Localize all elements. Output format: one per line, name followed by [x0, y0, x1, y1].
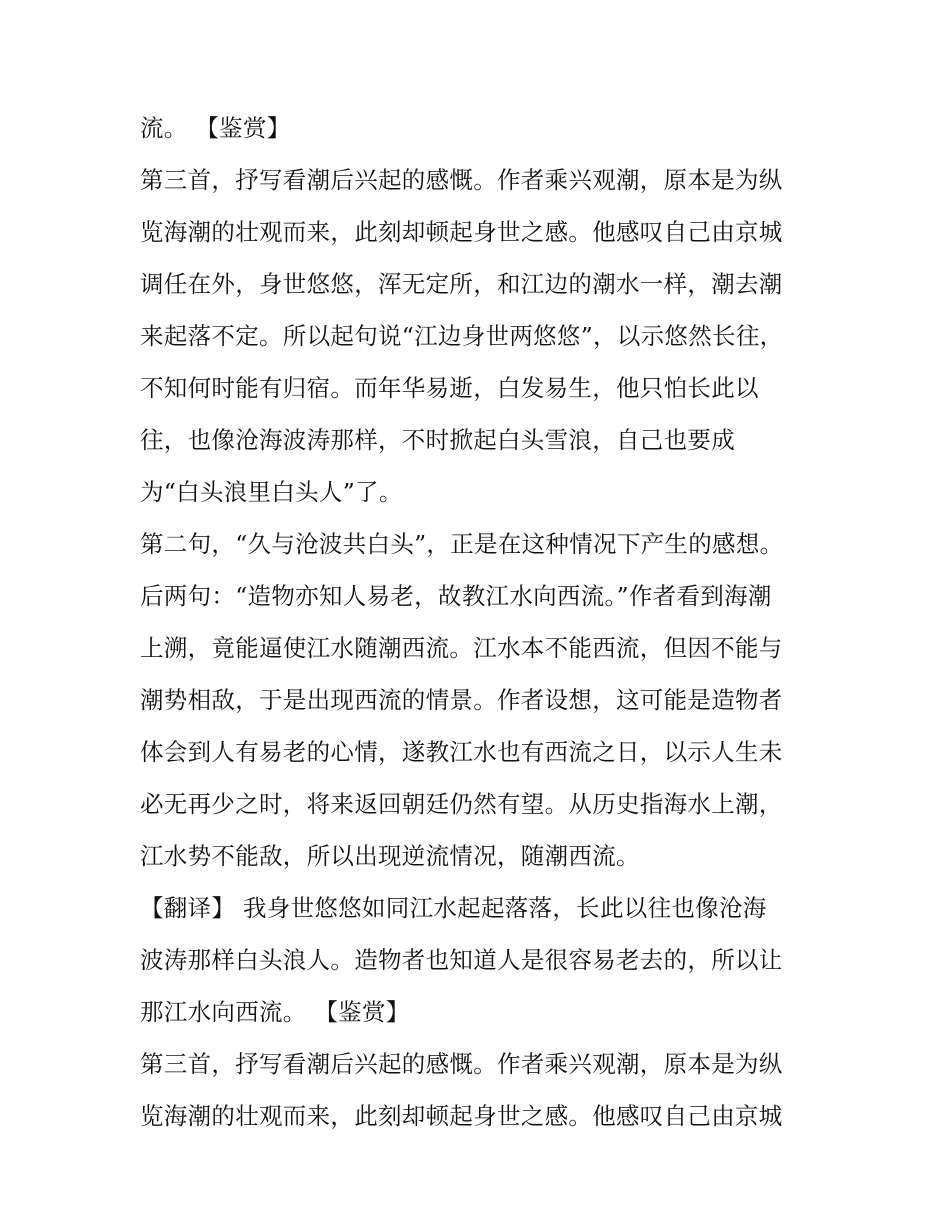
text-line: 波涛那样白头浪人。造物者也知道人是很容易老去的，所以让: [140, 946, 783, 974]
text-line: 那江水向西流。 【鉴赏】: [140, 998, 410, 1026]
text-line: 览海潮的壮观而来，此刻却顿起身世之感。他感叹自己由京城: [140, 1102, 783, 1130]
text-line: 第二句，“久与沧波共白头”，正是在这种情况下产生的感想。: [140, 530, 784, 558]
text-line: 上溯，竟能逼使江水随潮西流。江水本不能西流，但因不能与: [140, 634, 783, 662]
text-line: 为“白头浪里白头人”了。: [140, 478, 403, 506]
text-line: 览海潮的壮观而来，此刻却顿起身世之感。他感叹自己由京城: [140, 218, 783, 246]
text-line: 潮势相敌，于是出现西流的情景。作者设想，这可能是造物者: [140, 686, 783, 714]
text-line: 后两句：“造物亦知人易老，故教江水向西流。”作者看到海潮: [140, 582, 772, 610]
text-line: 必无再少之时，将来返回朝廷仍然有望。从历史指海水上潮，: [140, 790, 783, 818]
text-line: 第三首，抒写看潮后兴起的感慨。作者乘兴观潮，原本是为纵: [140, 1050, 783, 1078]
text-line: 江水势不能敌，所以出现逆流情况，随潮西流。: [140, 842, 640, 870]
text-line: 【翻译】 我身世悠悠如同江水起起落落，长此以往也像沧海: [140, 894, 767, 922]
text-line: 第三首，抒写看潮后兴起的感慨。作者乘兴观潮，原本是为纵: [140, 166, 783, 194]
text-line: 流。 【鉴赏】: [140, 114, 291, 142]
text-line: 不知何时能有归宿。而年华易逝，白发易生，他只怕长此以: [140, 374, 759, 402]
text-line: 往，也像沧海波涛那样，不时掀起白头雪浪，自己也要成: [140, 426, 735, 454]
text-line: 调任在外，身世悠悠，浑无定所，和江边的潮水一样，潮去潮: [140, 270, 783, 298]
text-line: 来起落不定。所以起句说“江边身世两悠悠”，以示悠然长往，: [140, 322, 784, 350]
body-text: [140, 108, 820, 1148]
text-line: 体会到人有易老的心情，遂教江水也有西流之日，以示人生未: [140, 738, 783, 766]
